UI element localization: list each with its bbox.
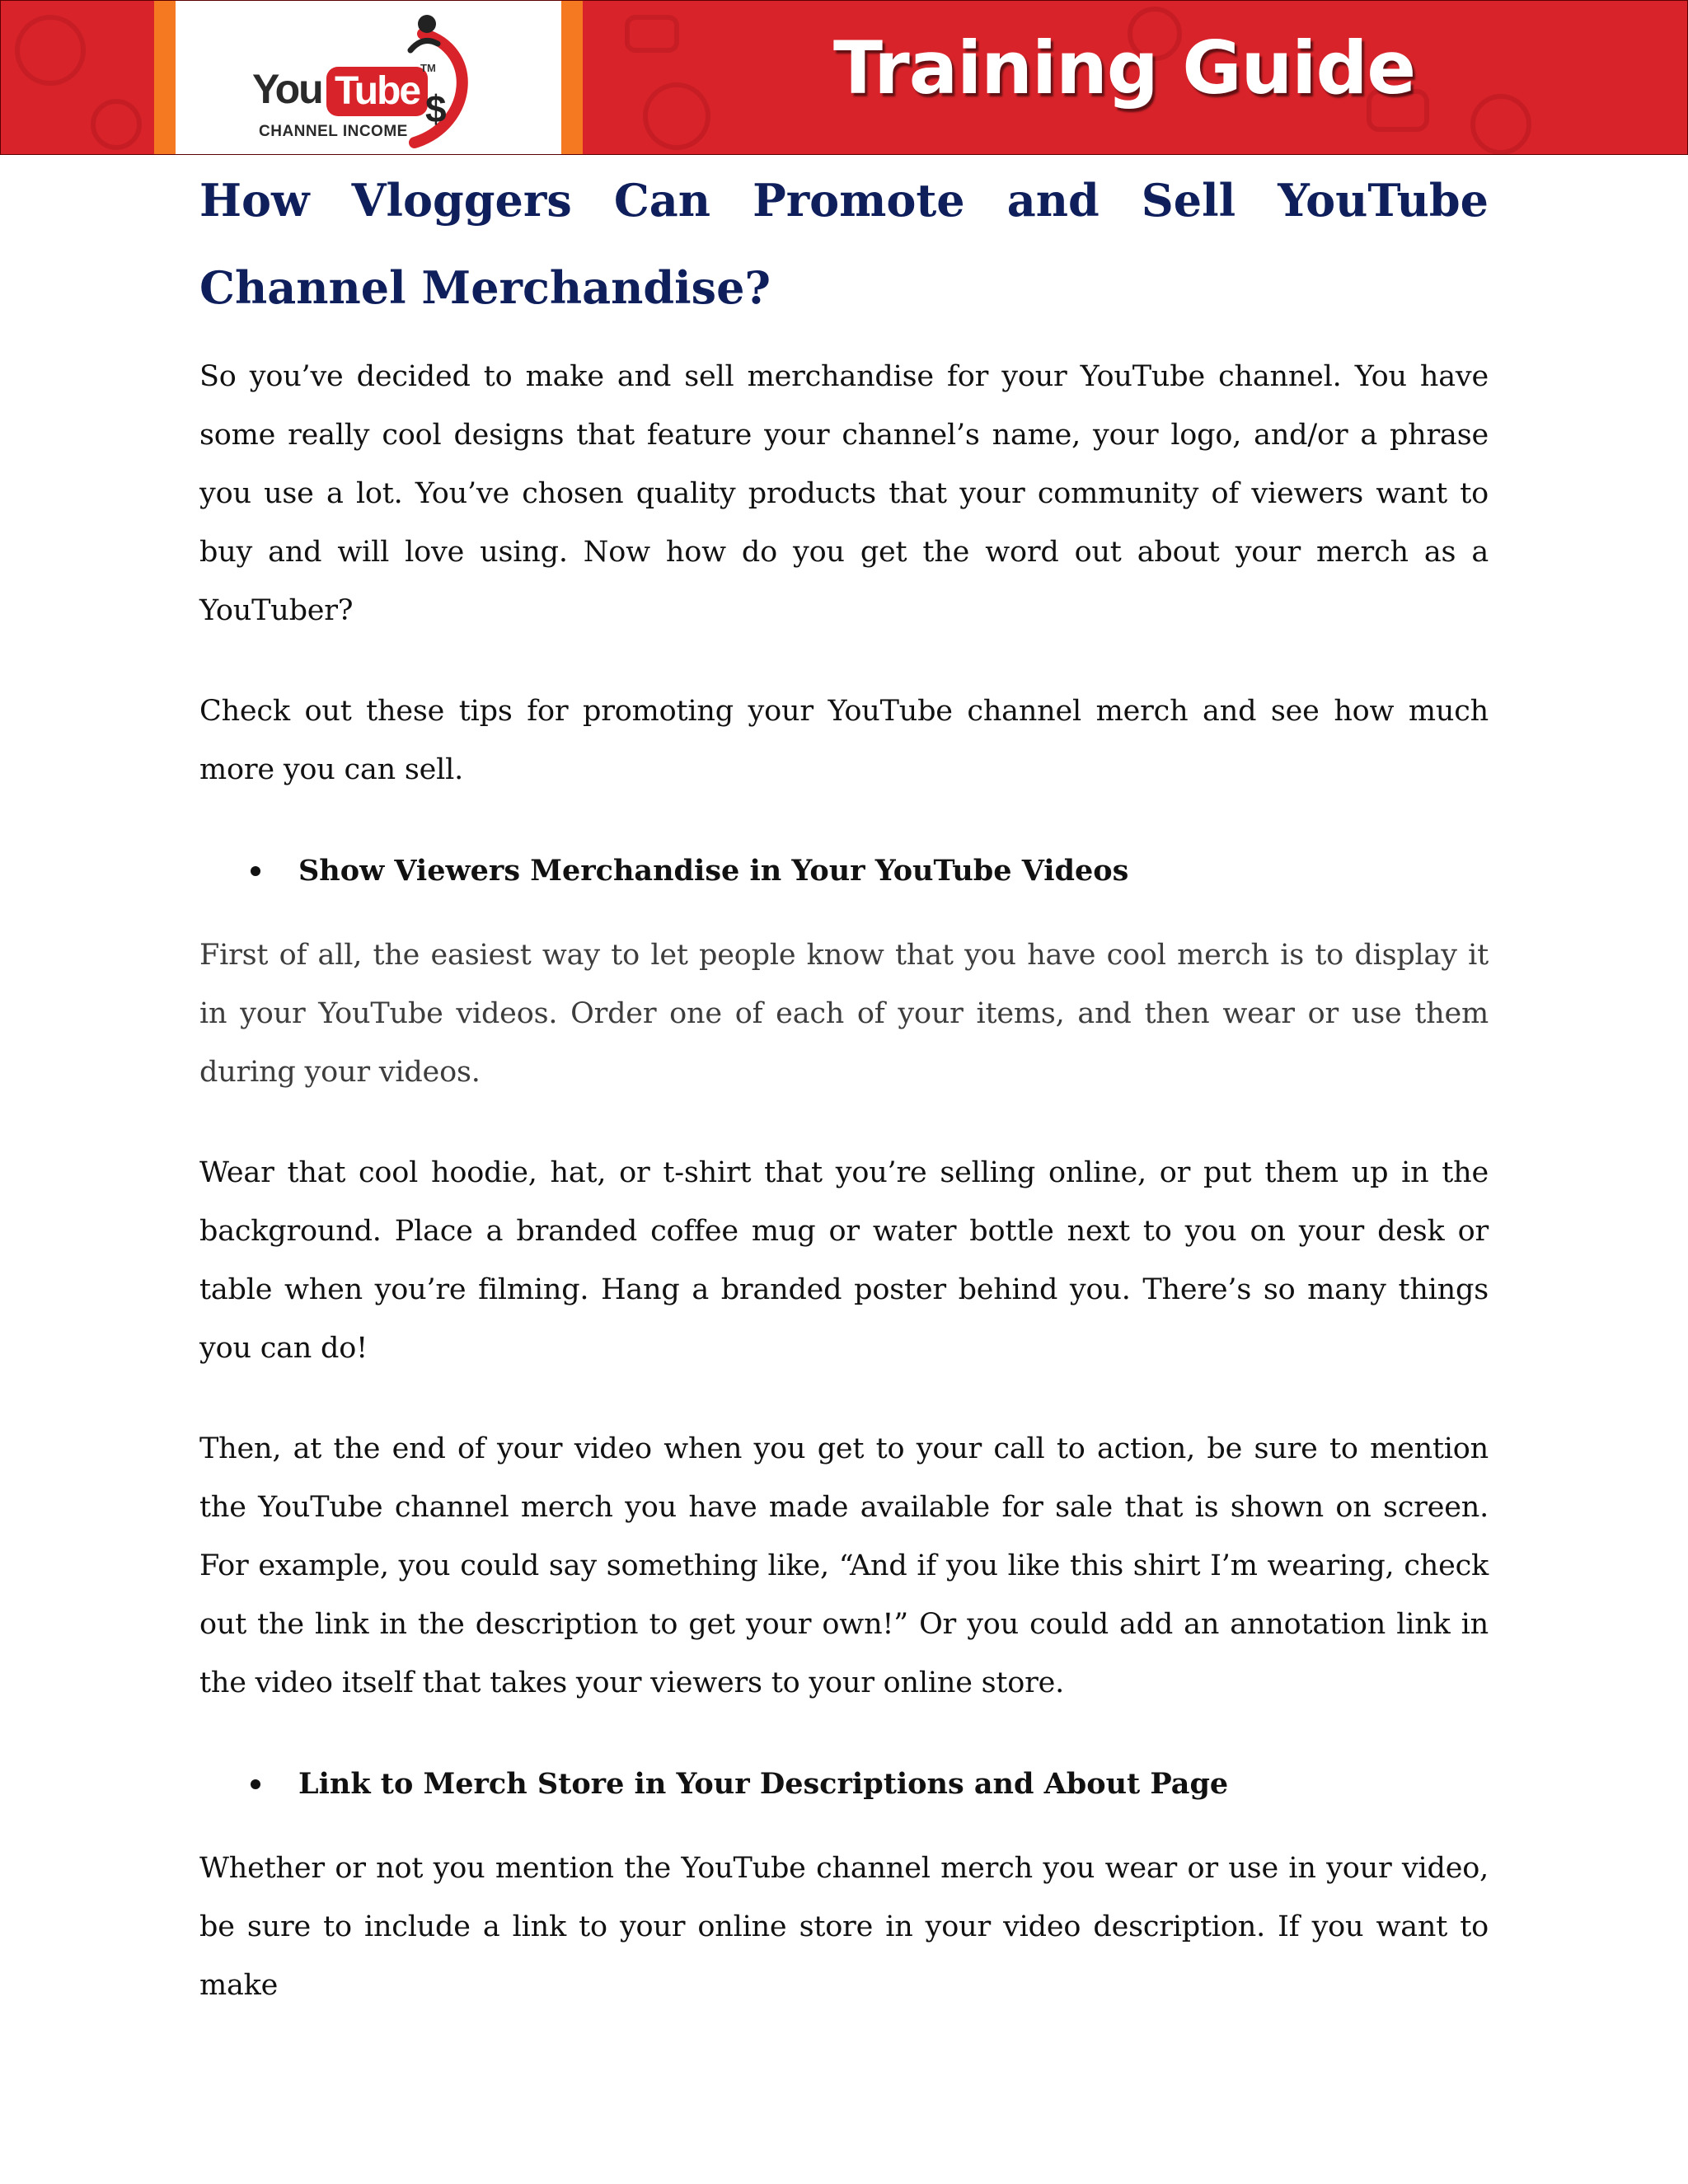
section-1-paragraph-1: First of all, the easiest way to let people know that you have cool merch is to display it in your YouTube videos. Order one of each of your items, and then wear or use them during your videos. [199, 939, 1489, 1089]
banner-title: Training Guide [833, 26, 1416, 110]
section-heading-text: Link to Merch Store in Your Descriptions and About Page [298, 1767, 1229, 1801]
header-banner [0, 0, 1688, 155]
banner-stripe-right [561, 1, 583, 154]
logo-dollar-sign: $ [425, 87, 447, 130]
logo-word-you: You [252, 66, 322, 112]
section-1-paragraph-3: Then, at the end of your video when you get to your call to action, be sure to mention the YouTube channel merch you have made available for sale that is shown on screen. For example, you could say something like, “And if you like this shirt I’m wearing, check out the link in the description to get your own!” Or you could add an annotation link in the video itself that takes your viewers to your online store. [199, 1432, 1489, 1699]
bullet-icon [251, 866, 260, 876]
section-heading-show-merch [199, 841, 1489, 900]
article-body [199, 157, 1489, 2015]
intro-paragraph-2: Check out these tips for promoting your YouTube channel merch and see how much more you can sell. [199, 695, 1489, 786]
section-1-paragraph-2: Wear that cool hoodie, hat, or t-shirt that you’re selling online, or put them up in the background. Place a branded coffee mug or water bottle next to you on your desk or table when you’re filming. Hang a branded poster behind you. There’s so many things you can do! [199, 1156, 1489, 1365]
section-2-paragraph-1: Whether or not you mention the YouTube channel merch you wear or use in your video, be sure to include a link to your online store in your video description. If you want to make [199, 1852, 1489, 2002]
section-heading-link-store [199, 1755, 1489, 1813]
bullet-icon [251, 1779, 260, 1789]
logo-trademark: TM [420, 62, 436, 74]
article-title: How Vloggers Can Promote and Sell YouTube Channel Merchandise? [199, 174, 1489, 314]
logo-word-tube: Tube [326, 67, 428, 116]
youtube-channel-income-logo [176, 1, 561, 154]
logo-tagline: CHANNEL INCOME [259, 123, 408, 140]
intro-paragraph-1: So you’ve decided to make and sell merchandise for your YouTube channel. You have some really cool designs that feature your channel’s name, your logo, and/or a phrase you use a lot. You’ve chosen quality products that your community of viewers want to buy and will love using. Now how do you get the word out about your merch as a YouTuber? [199, 360, 1489, 627]
banner-stripe-left [154, 1, 176, 154]
section-heading-text: Show Viewers Merchandise in Your YouTube Videos [298, 854, 1129, 888]
